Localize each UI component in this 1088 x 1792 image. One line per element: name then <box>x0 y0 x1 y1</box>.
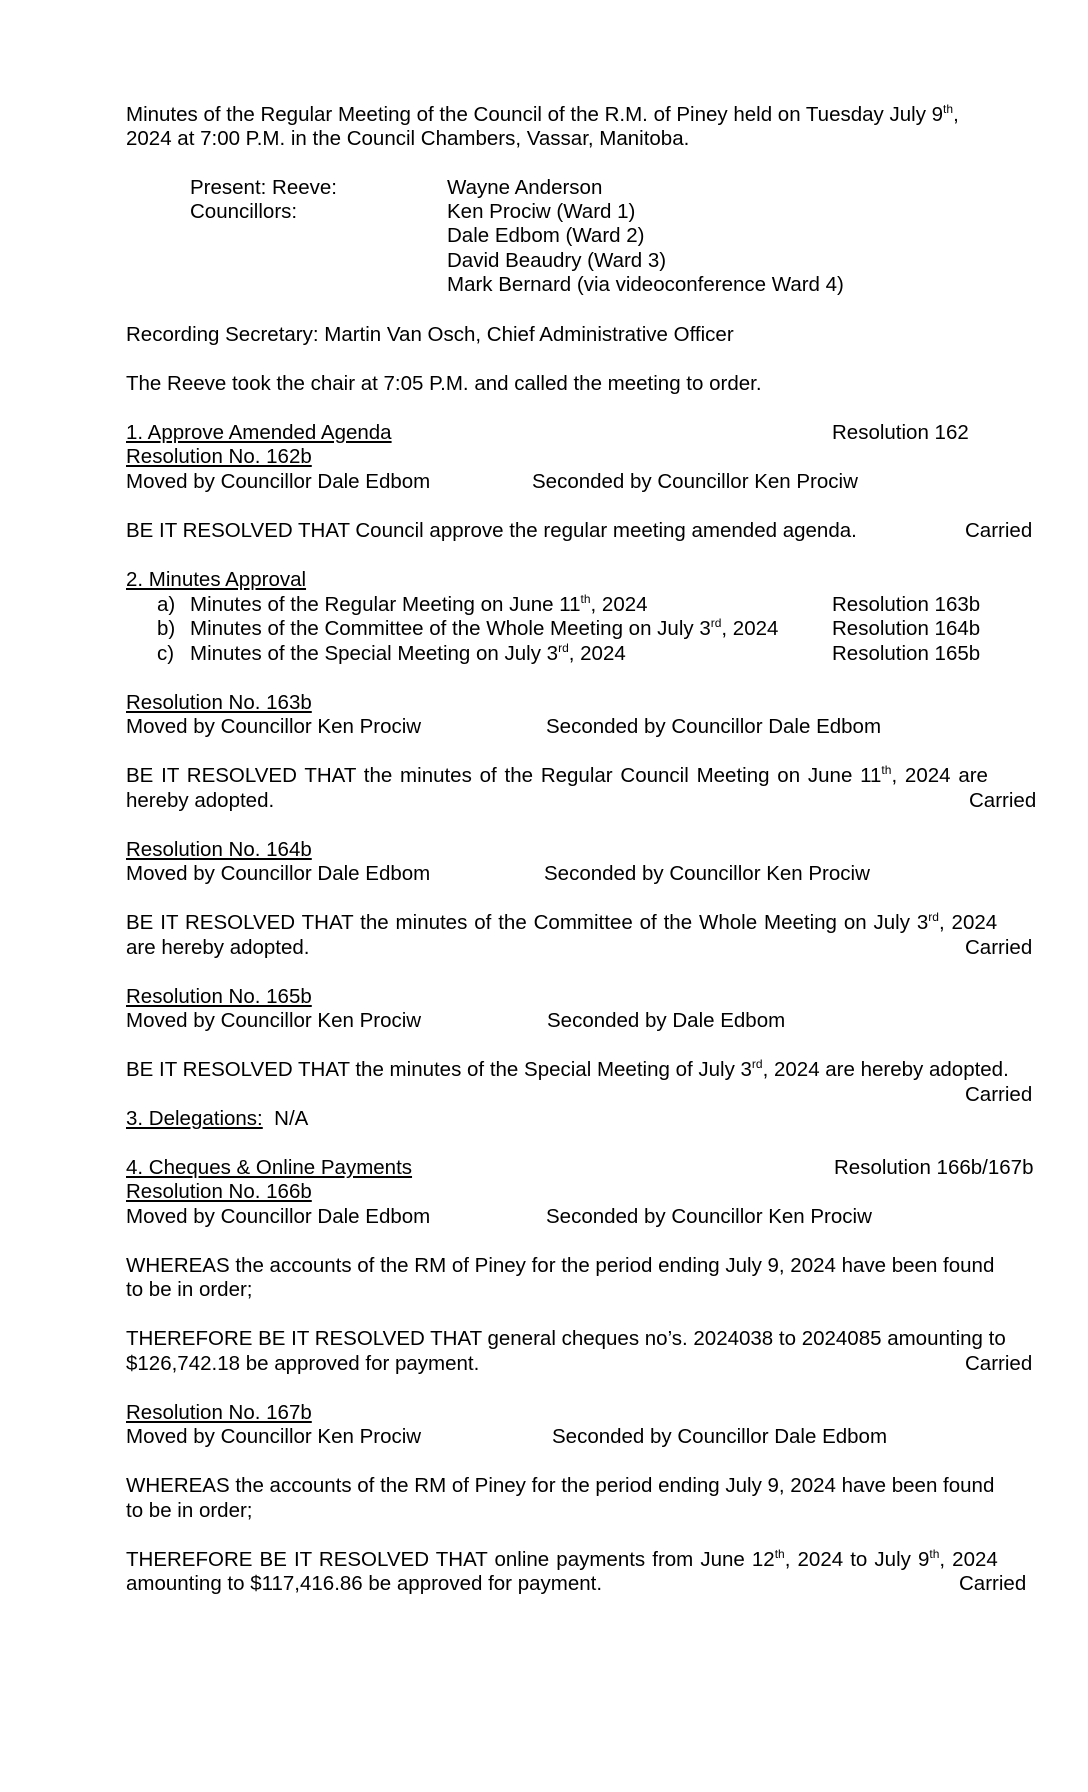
councillor-ward-4: Mark Bernard (via videoconference Ward 4) <box>447 273 844 296</box>
resolution-164b-status: Carried <box>965 936 1033 959</box>
minutes-title-line-1: Minutes of the Regular Meeting of the Council of the R.M. of Piney held on Tuesday July 9th, <box>126 102 959 126</box>
resolution-167b-moved: Moved by Councillor Ken Prociw <box>126 1425 422 1448</box>
minutes-item-b-resolution: Resolution 164b <box>832 617 981 640</box>
section-1-heading: 1. Approve Amended Agenda <box>126 421 392 444</box>
minutes-item-b: Minutes of the Committee of the Whole Meeting on July 3rd, 2024 <box>190 616 779 640</box>
resolution-163b-status: Carried <box>969 789 1037 812</box>
resolution-162b-moved: Moved by Councillor Dale Edbom <box>126 470 431 493</box>
resolution-163b-number: Resolution No. 163b <box>126 691 312 714</box>
resolution-164b-text-line-2: are hereby adopted. <box>126 936 310 959</box>
section-3-heading: 3. Delegations: <box>126 1107 263 1130</box>
resolution-165b-moved: Moved by Councillor Ken Prociw <box>126 1009 422 1032</box>
resolution-166b-therefore-line-2: $126,742.18 be approved for payment. <box>126 1352 480 1375</box>
section-3-value: N/A <box>274 1107 309 1130</box>
resolution-166b-seconded: Seconded by Councillor Ken Prociw <box>546 1205 872 1228</box>
resolution-163b-text-line-1: BE IT RESOLVED THAT the minutes of the Regular Council Meeting on June 11th, 2024 are <box>126 763 988 787</box>
section-2-heading: 2. Minutes Approval <box>126 568 307 591</box>
councillor-ward-2: Dale Edbom (Ward 2) <box>447 224 645 247</box>
resolution-167b-therefore-line-1: THEREFORE BE IT RESOLVED THAT online payments from June 12th, 2024 to July 9th, 2024 <box>126 1547 998 1571</box>
resolution-164b-seconded: Seconded by Councillor Ken Prociw <box>544 862 870 885</box>
councillor-ward-3: David Beaudry (Ward 3) <box>447 249 667 272</box>
minutes-item-a-resolution: Resolution 163b <box>832 593 981 616</box>
resolution-167b-whereas-line-1: WHEREAS the accounts of the RM of Piney for the period ending July 9, 2024 have been found <box>126 1474 995 1497</box>
reeve-name: Wayne Anderson <box>447 176 603 199</box>
resolution-167b-seconded: Seconded by Councillor Dale Edbom <box>552 1425 888 1448</box>
resolution-165b-text: BE IT RESOLVED THAT the minutes of the Special Meeting of July 3rd, 2024 are hereby adopted. <box>126 1057 1009 1081</box>
reeve-label: Present: Reeve: <box>190 176 337 199</box>
resolution-162b-text: BE IT RESOLVED THAT Council approve the regular meeting amended agenda. <box>126 519 857 542</box>
resolution-162b-seconded: Seconded by Councillor Ken Prociw <box>532 470 858 493</box>
resolution-164b-text-line-1: BE IT RESOLVED THAT the minutes of the Committee of the Whole Meeting on July 3rd, 2024 <box>126 910 998 934</box>
resolution-165b-number: Resolution No. 165b <box>126 985 312 1008</box>
resolution-167b-therefore-line-2: amounting to $117,416.86 be approved for payment. <box>126 1572 603 1595</box>
section-3-delegations <box>126 1107 308 1131</box>
resolution-165b-seconded: Seconded by Dale Edbom <box>547 1009 786 1032</box>
resolution-166b-whereas-line-2: to be in order; <box>126 1278 253 1301</box>
resolution-163b-moved: Moved by Councillor Ken Prociw <box>126 715 422 738</box>
section-4-heading: 4. Cheques & Online Payments <box>126 1156 413 1179</box>
resolution-165b-status: Carried <box>965 1083 1033 1106</box>
resolution-167b-number: Resolution No. 167b <box>126 1401 312 1424</box>
section-1-resolution-ref: Resolution 162 <box>832 421 969 444</box>
resolution-166b-status: Carried <box>965 1352 1033 1375</box>
minutes-item-a: Minutes of the Regular Meeting on June 11th, 2024 <box>190 592 648 616</box>
resolution-162b-number: Resolution No. 162b <box>126 445 312 468</box>
resolution-167b-whereas-line-2: to be in order; <box>126 1499 253 1522</box>
resolution-163b-seconded: Seconded by Councillor Dale Edbom <box>546 715 882 738</box>
section-4-resolution-ref: Resolution 166b/167b <box>834 1156 1034 1179</box>
resolution-164b-moved: Moved by Councillor Dale Edbom <box>126 862 431 885</box>
recording-secretary: Recording Secretary: Martin Van Osch, Chief Administrative Officer <box>126 323 734 346</box>
minutes-item-c: Minutes of the Special Meeting on July 3rd, 2024 <box>190 641 626 665</box>
minutes-item-a-marker: a) <box>157 593 176 616</box>
resolution-167b-status: Carried <box>959 1572 1027 1595</box>
resolution-162b-status: Carried <box>965 519 1033 542</box>
resolution-166b-whereas-line-1: WHEREAS the accounts of the RM of Piney for the period ending July 9, 2024 have been found <box>126 1254 995 1277</box>
minutes-title-line-2: 2024 at 7:00 P.M. in the Council Chambers, Vassar, Manitoba. <box>126 127 690 150</box>
minutes-item-b-marker: b) <box>157 617 176 640</box>
minutes-item-c-resolution: Resolution 165b <box>832 642 981 665</box>
councillor-ward-1: Ken Prociw (Ward 1) <box>447 200 636 223</box>
resolution-166b-number: Resolution No. 166b <box>126 1180 312 1203</box>
resolution-166b-therefore-line-1: THEREFORE BE IT RESOLVED THAT general cheques no’s. 2024038 to 2024085 amounting to <box>126 1327 1006 1350</box>
resolution-166b-moved: Moved by Councillor Dale Edbom <box>126 1205 431 1228</box>
minutes-item-c-marker: c) <box>157 642 175 665</box>
resolution-164b-number: Resolution No. 164b <box>126 838 312 861</box>
councillors-label: Councillors: <box>190 200 298 223</box>
chair-statement: The Reeve took the chair at 7:05 P.M. and called the meeting to order. <box>126 372 762 395</box>
resolution-163b-text-line-2: hereby adopted. <box>126 789 275 812</box>
